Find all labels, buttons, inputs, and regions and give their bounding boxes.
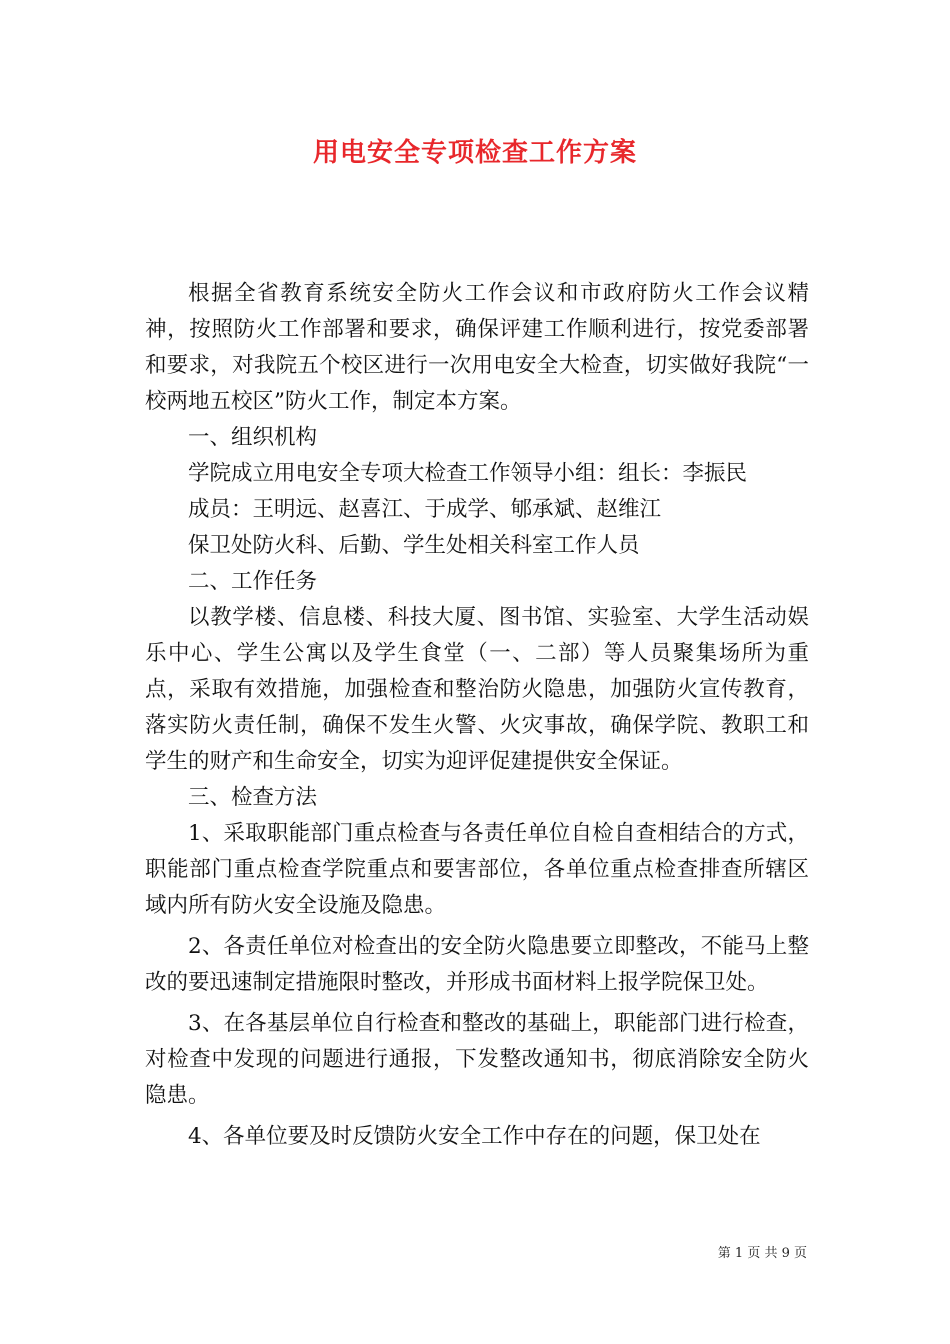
paragraph-method-4: 4、各单位要及时反馈防火安全工作中存在的问题，保卫处在 <box>188 1124 761 1149</box>
section-heading-tasks: 二、工作任务 <box>188 569 318 594</box>
document-title: 用电安全专项检查工作方案 <box>312 138 637 168</box>
section-heading-organization: 一、组织机构 <box>188 425 318 450</box>
document-body <box>145 276 809 1155</box>
paragraph-leadership-group: 学院成立用电安全专项大检查工作领导小组：组长：李振民 <box>188 461 748 486</box>
paragraph-intro: 根据全省教育系统安全防火工作会议和市政府防火工作会议精神，按照防火工作部署和要求，确保评建工作顺利进行，按党委部署和要求，对我院五个校区进行一次用电安全大检查，切实做好我院“一校两地五校区”防火工作，制定本方案。 <box>145 281 809 414</box>
paragraph-members: 成员：王明远、赵喜江、于成学、郇承斌、赵维江 <box>188 497 662 522</box>
section-heading-methods: 三、检查方法 <box>188 785 318 810</box>
paragraph-staff: 保卫处防火科、后勤、学生处相关科室工作人员 <box>188 533 640 558</box>
paragraph-method-2: 2、各责任单位对检查出的安全防火隐患要立即整改，不能马上整改的要迅速制定措施限时整改，并形成书面材料上报学院保卫处。 <box>145 934 809 995</box>
paragraph-tasks: 以教学楼、信息楼、科技大厦、图书馆、实验室、大学生活动娱乐中心、学生公寓以及学生食堂（一、二部）等人员聚集场所为重点，采取有效措施，加强检查和整治防火隐患，加强防火宣传教育，落实防火责任制，确保不发生火警、火灾事故，确保学院、教职工和学生的财产和生命安全，切实为迎评促建提供安全保证。 <box>145 605 809 774</box>
paragraph-method-1: 1、采取职能部门重点检查与各责任单位自检自查相结合的方式，职能部门重点检查学院重点和要害部位，各单位重点检查排查所辖区域内所有防火安全设施及隐患。 <box>145 821 809 918</box>
page-number: 第 1 页 共 9 页 <box>717 1246 807 1261</box>
paragraph-method-3: 3、在各基层单位自行检查和整改的基础上，职能部门进行检查，对检查中发现的问题进行通报，下发整改通知书，彻底消除安全防火隐患。 <box>145 1011 809 1108</box>
